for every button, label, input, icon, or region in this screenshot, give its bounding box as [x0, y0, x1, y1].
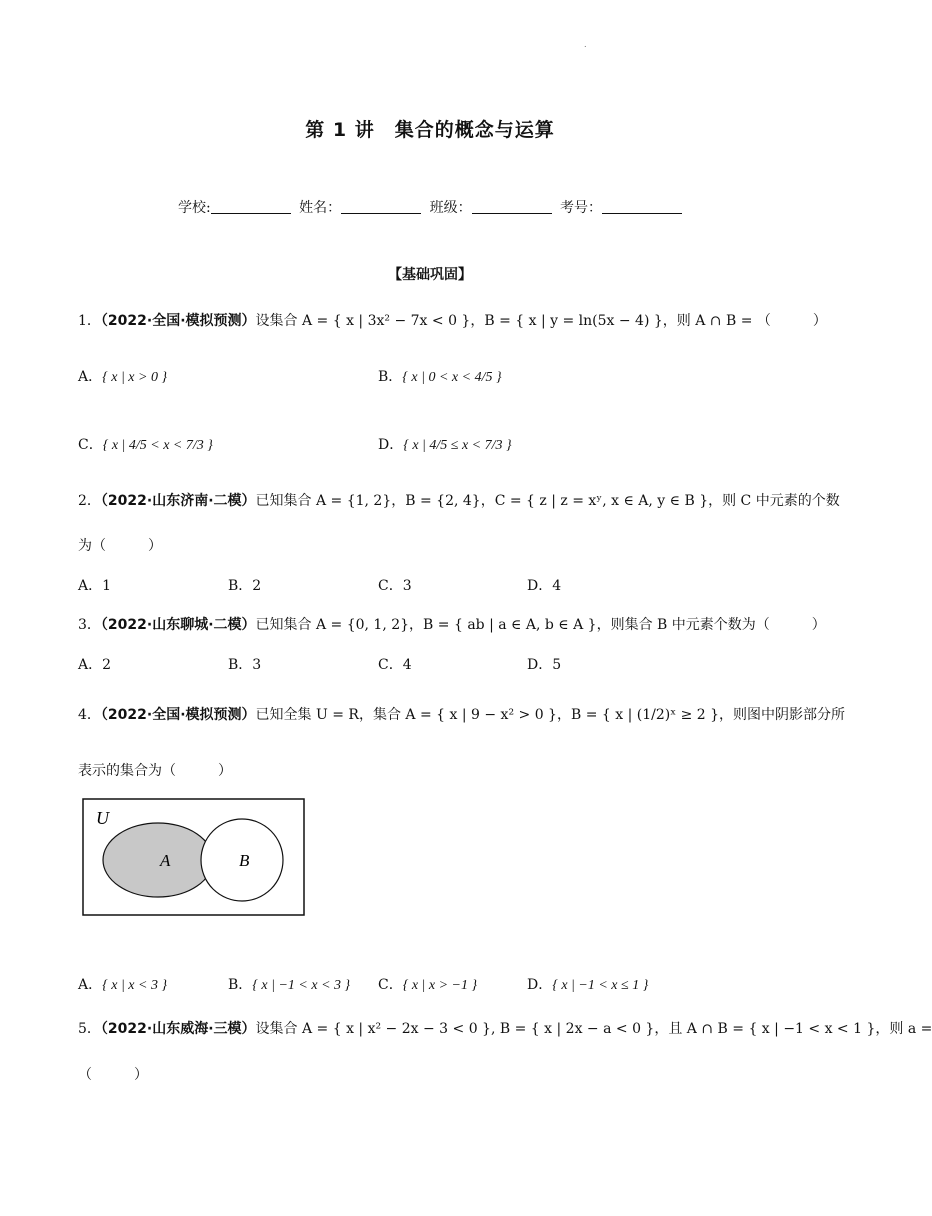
- exam-number-field[interactable]: [602, 199, 682, 214]
- option-label: A．: [78, 657, 103, 673]
- option-text: { x | 4/5 < x < 7/3 }: [102, 438, 213, 453]
- question-stem: 已知集合 A = {0, 1, 2}，B = { ab | a ∈ A, b ∈ A }，则集合 B 中元素个数为（ ）: [255, 617, 826, 633]
- exam-number-label: 考号：: [560, 200, 603, 216]
- question-4-continued: 表示的集合为（ ）: [78, 763, 232, 779]
- option-b[interactable]: [378, 366, 502, 386]
- option-d[interactable]: [527, 974, 648, 994]
- option-a[interactable]: [78, 654, 111, 674]
- option-text: { x | −1 < x < 3 }: [252, 978, 351, 993]
- option-label: B．: [378, 369, 403, 385]
- option-text: 4: [402, 657, 412, 673]
- name-field[interactable]: [341, 199, 421, 214]
- question-stem: 已知全集 U = R，集合 A = { x | 9 − x² > 0 }，B = { x | (1/2)ˣ ≥ 2 }，则图中阴影部分所: [255, 707, 846, 723]
- option-c[interactable]: [378, 974, 477, 994]
- option-text: 2: [252, 578, 262, 594]
- student-info-fields: [0, 197, 860, 217]
- question-4: [78, 704, 845, 724]
- option-text: 2: [102, 657, 112, 673]
- option-b[interactable]: [228, 654, 261, 674]
- option-label: C．: [78, 437, 103, 453]
- set-a-ellipse: [103, 823, 213, 897]
- option-text: 5: [552, 657, 562, 673]
- option-a[interactable]: [78, 974, 167, 994]
- question-source: （2022·全国·模拟预测）: [100, 707, 256, 723]
- question-source: （2022·全国·模拟预测）: [100, 313, 256, 329]
- option-label: A．: [78, 977, 103, 993]
- option-text: 1: [102, 578, 112, 594]
- question-2-continued: 为（ ）: [78, 538, 162, 554]
- question-number: 4．: [78, 707, 101, 723]
- class-field[interactable]: [472, 199, 552, 214]
- set-b-label: B: [239, 851, 250, 870]
- set-a-label: A: [160, 851, 171, 870]
- question-3: [78, 614, 826, 634]
- question-source: （2022·山东威海·三模）: [100, 1021, 256, 1037]
- option-text: { x | 0 < x < 4/5 }: [402, 370, 502, 385]
- option-c[interactable]: [378, 654, 412, 674]
- question-number: 5．: [78, 1021, 101, 1037]
- question-5-continued: （ ）: [78, 1067, 148, 1083]
- question-stem: 已知集合 A = {1, 2}，B = {2, 4}，C = { z | z = xʸ, x ∈ A, y ∈ B }，则 C 中元素的个数: [255, 493, 840, 509]
- option-label: D．: [527, 977, 553, 993]
- venn-diagram: [82, 798, 306, 918]
- option-text: 3: [252, 657, 262, 673]
- option-c[interactable]: [78, 434, 213, 454]
- option-text: 4: [552, 578, 562, 594]
- option-d[interactable]: [527, 654, 561, 674]
- question-stem: 设集合 A = { x | x² − 2x − 3 < 0 }, B = { x | 2x − a < 0 }，且 A ∩ B = { x | −1 < x < 1 }，则 a =: [255, 1021, 932, 1037]
- option-a[interactable]: [78, 366, 167, 386]
- question-number: 2．: [78, 493, 101, 509]
- question-5: [78, 1018, 932, 1038]
- class-label: 班级：: [429, 200, 472, 216]
- option-c[interactable]: [378, 575, 412, 595]
- question-stem: 设集合 A = { x | 3x² − 7x < 0 }，B = { x | y = ln(5x − 4) }，则 A ∩ B = （ ）: [255, 313, 827, 329]
- option-d[interactable]: [527, 575, 561, 595]
- option-label: D．: [527, 657, 553, 673]
- option-b[interactable]: [228, 974, 350, 994]
- option-label: B．: [228, 977, 253, 993]
- school-field[interactable]: [211, 199, 291, 214]
- option-a[interactable]: [78, 575, 111, 595]
- question-number: 1．: [78, 313, 101, 329]
- option-text: 3: [402, 578, 412, 594]
- option-label: A．: [78, 578, 103, 594]
- universe-label: U: [96, 808, 109, 828]
- option-label: C．: [378, 977, 403, 993]
- option-label: D．: [527, 578, 553, 594]
- option-label: D．: [378, 437, 404, 453]
- option-label: A．: [78, 369, 103, 385]
- section-title: 【基础巩固】: [388, 267, 472, 283]
- option-b[interactable]: [228, 575, 261, 595]
- question-1: [78, 310, 827, 330]
- question-source: （2022·山东济南·二模）: [100, 493, 256, 509]
- question-source: （2022·山东聊城·二模）: [100, 617, 256, 633]
- option-label: B．: [228, 578, 253, 594]
- option-text: { x | x > −1 }: [402, 978, 478, 993]
- name-label: 姓名：: [299, 200, 342, 216]
- option-text: { x | x < 3 }: [102, 978, 168, 993]
- lesson-title: 第 1 讲 集合的概念与运算: [305, 119, 555, 141]
- option-label: B．: [228, 657, 253, 673]
- header-dot: .: [584, 40, 587, 49]
- school-label: 学校:: [177, 200, 211, 216]
- option-d[interactable]: [378, 434, 512, 454]
- question-2: [78, 490, 840, 510]
- question-number: 3．: [78, 617, 101, 633]
- option-text: { x | −1 < x ≤ 1 }: [552, 978, 649, 993]
- option-text: { x | x > 0 }: [102, 370, 168, 385]
- option-text: { x | 4/5 ≤ x < 7/3 }: [403, 438, 512, 453]
- option-label: C．: [378, 578, 403, 594]
- option-label: C．: [378, 657, 403, 673]
